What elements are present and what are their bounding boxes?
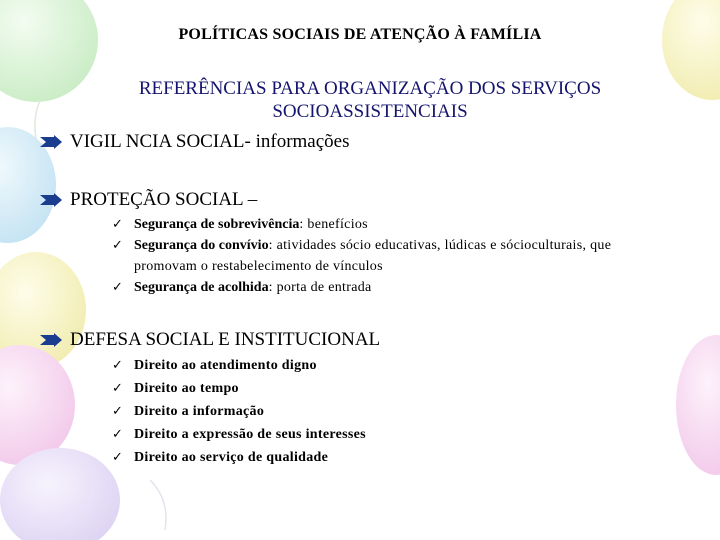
item-term: Segurança do convívio [134, 238, 269, 253]
arrow-bullet-icon [40, 135, 62, 149]
list-item [112, 377, 512, 400]
section-defesa [40, 329, 380, 351]
check-icon: ✓ [112, 404, 123, 419]
item-detail: : benefícios [299, 217, 368, 232]
item-term: Segurança de sobrevivência [134, 217, 300, 232]
subtitle-line-1: REFERÊNCIAS PARA ORGANIZAÇÃO DOS SERVIÇOS [138, 78, 602, 99]
page-subtitle [90, 77, 650, 123]
list-item [112, 446, 512, 469]
list-item [112, 400, 512, 423]
subtitle-line-2: SOCIOASSISTENCIAIS [272, 101, 468, 122]
arrow-bullet-icon [40, 333, 62, 347]
section-protecao [40, 189, 257, 211]
list-item [112, 277, 692, 298]
check-icon: ✓ [112, 280, 123, 295]
item-text: Direito a informação [134, 404, 265, 419]
check-icon: ✓ [112, 427, 123, 442]
item-text: Direito ao tempo [134, 381, 239, 396]
item-detail-continued: promovam o restabelecimento de vínculos [134, 259, 383, 274]
page-title: POLÍTICAS SOCIAIS DE ATENÇÃO À FAMÍLIA [178, 26, 542, 43]
section-label: PROTEÇÃO SOCIAL – [70, 189, 258, 210]
defesa-list [112, 354, 512, 469]
item-text: Direito a expressão de seus interesses [134, 427, 366, 442]
check-icon: ✓ [112, 358, 123, 373]
item-detail: : porta de entrada [268, 280, 372, 295]
check-icon: ✓ [112, 450, 123, 465]
protecao-list [112, 214, 692, 298]
list-item [112, 423, 512, 446]
list-item [112, 214, 692, 235]
arrow-bullet-icon [40, 193, 62, 207]
item-term: Segurança de acolhida [134, 280, 269, 295]
check-icon: ✓ [112, 381, 123, 396]
section-label: VIGIL NCIA SOCIAL- informações [70, 131, 350, 152]
check-icon: ✓ [112, 217, 123, 232]
item-detail: : atividades sócio educativas, lúdicas e sócioculturais, que [268, 238, 612, 253]
check-icon: ✓ [112, 238, 123, 253]
list-item [112, 354, 512, 377]
section-vigilancia [40, 131, 350, 153]
list-item [112, 235, 692, 277]
section-label: DEFESA SOCIAL E INSTITUCIONAL [70, 329, 381, 350]
item-text: Direito ao serviço de qualidade [134, 450, 329, 465]
item-text: Direito ao atendimento digno [134, 358, 317, 373]
